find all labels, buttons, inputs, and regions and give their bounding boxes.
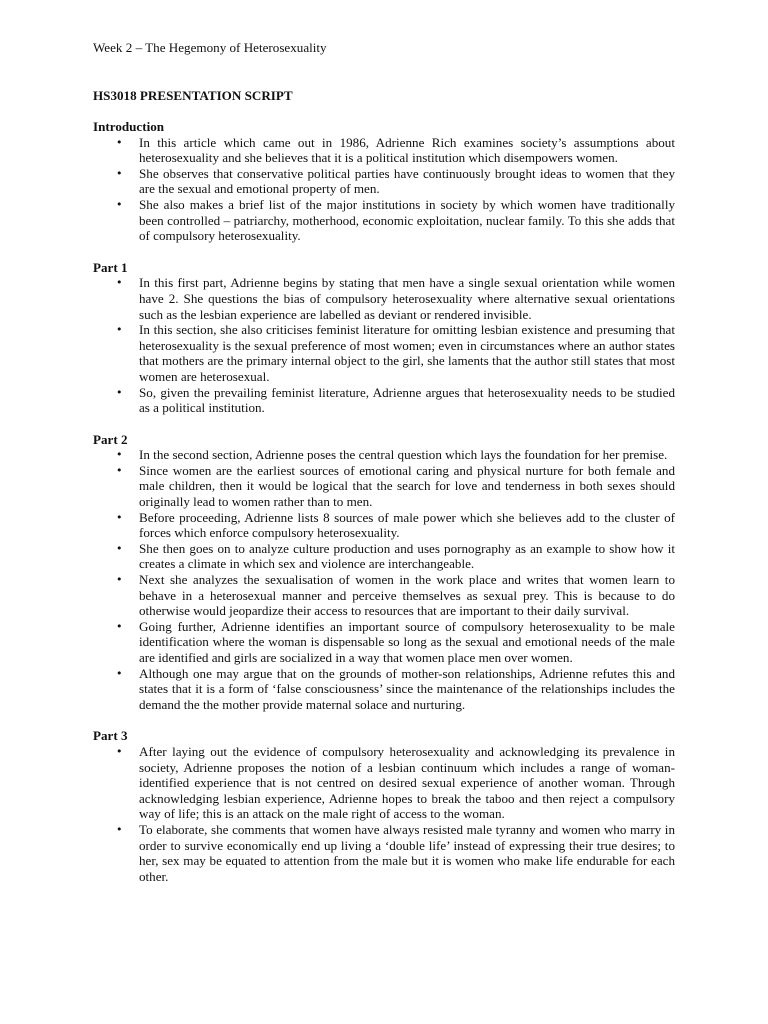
list-item — [93, 197, 675, 244]
list-item — [93, 322, 675, 384]
list-item — [93, 744, 675, 822]
bullet-icon: • — [116, 510, 123, 524]
bullet-icon: • — [116, 197, 123, 211]
bullet-text: In this section, she also criticises feminist literature for omitting lesbian existence and presuming that heterosexuality is the sexual preference of most women; even in circumstances where an author states that mothers are the primary internal object to the girl, she laments that the author still states that most women are heterosexual. — [139, 322, 675, 384]
running-header: Week 2 – The Hegemony of Heterosexuality — [93, 40, 327, 55]
list-item — [93, 822, 675, 884]
list-item — [93, 510, 675, 541]
bullet-list — [93, 275, 675, 415]
list-item — [93, 619, 675, 666]
bullet-list — [93, 135, 675, 244]
bullet-list — [93, 447, 675, 712]
bullet-text: In this article which came out in 1986, Adrienne Rich examines society’s assumptions about heterosexuality and she believes that it is a political institution which disempowers women. — [139, 134, 675, 166]
section-part-1 — [93, 260, 675, 416]
bullet-icon: • — [116, 573, 123, 587]
list-item — [93, 666, 675, 713]
bullet-icon: • — [116, 822, 123, 836]
bullet-text: In this first part, Adrienne begins by stating that men have a single sexual orientation while women have 2. She questions the bias of compulsory heterosexuality where alternative sexual orientations such as the lesbian experience are labelled as deviant or rendered invisible. — [139, 275, 675, 322]
bullet-text: So, given the prevailing feminist literature, Adrienne argues that heterosexuality needs to be studied as a political institution. — [139, 384, 675, 416]
bullet-text: She then goes on to analyze culture production and uses pornography as an example to show how it creates a climate in which sex and violence are interchangeable. — [139, 540, 675, 572]
bullet-icon: • — [116, 666, 123, 680]
bullet-list — [93, 744, 675, 884]
bullet-text: Before proceeding, Adrienne lists 8 sources of male power which she believes add to the cluster of forces which enforce compulsory heterosexuality. — [139, 509, 675, 541]
list-item — [93, 541, 675, 572]
bullet-text: Going further, Adrienne identifies an important source of compulsory heterosexuality to be male identification where the woman is dispensable so long as the sexual and emotional needs of the male are identified and girls are socialized in a way that women place men over women. — [139, 618, 675, 665]
list-item — [93, 572, 675, 619]
section-part-2 — [93, 432, 675, 713]
bullet-icon: • — [116, 385, 123, 399]
list-item — [93, 463, 675, 510]
bullet-text: Next she analyzes the sexualisation of women in the work place and writes that women learn to behave in a heterosexual manner and perceive themselves as sexual prey. This is because to do otherwise would jeopardize their access to resources that are important to their daily survival. — [139, 572, 675, 619]
bullet-icon: • — [116, 323, 123, 337]
bullet-icon: • — [116, 448, 123, 462]
bullet-text: After laying out the evidence of compulsory heterosexuality and acknowledging its prevalence in society, Adrienne proposes the notion of a lesbian continuum which includes a range of woman-identified experience that is not centred on desired sexual experience of another woman. Through acknowledging lesbian experience, Adrienne hopes to break the taboo and then reject a compulsory way of life; this is an attack on the male right of access to the woman. — [139, 743, 675, 822]
bullet-icon: • — [116, 744, 123, 758]
section-introduction — [93, 119, 675, 244]
bullet-icon: • — [116, 166, 123, 180]
bullet-text: She also makes a brief list of the major institutions in society by which women have traditionally been controlled – patriarchy, motherhood, economic exploitation, nuclear family. To this she adds that of compulsory heterosexuality. — [139, 196, 675, 244]
section-heading: Part 2 — [93, 431, 128, 447]
list-item — [93, 385, 675, 416]
bullet-icon: • — [116, 135, 123, 149]
bullet-text: Since women are the earliest sources of emotional caring and physical nurture for both female and male children, then it would be logical that the search for love and tenderness in both sexes should originally lead to women rather than to men. — [139, 462, 675, 510]
bullet-text: To elaborate, she comments that women have always resisted male tyranny and women who marry in order to survive economically end up living a ‘double life’ instead of expressing their true desires; to her, sex may be equated to attention from the male but it is women who make life endurable for each other. — [139, 821, 675, 884]
document-body — [93, 40, 675, 884]
list-item — [93, 447, 675, 463]
section-heading: Introduction — [93, 119, 165, 134]
section-heading: Part 3 — [93, 728, 128, 744]
section-part-3 — [93, 728, 675, 884]
bullet-icon: • — [116, 619, 123, 633]
document-title: HS3018 PRESENTATION SCRIPT — [93, 88, 293, 103]
list-item — [93, 135, 675, 166]
list-item — [93, 275, 675, 322]
bullet-text: Although one may argue that on the grounds of mother-son relationships, Adrienne refutes this and states that it is a form of ‘false consciousness’ since the maintenance of the relationships includes the demand the the mother provide maternal solace and nurturing. — [139, 665, 675, 712]
bullet-icon: • — [116, 276, 123, 290]
bullet-icon: • — [116, 541, 123, 555]
bullet-text: She observes that conservative political parties have continuously brought ideas to women that they are the sexual and emotional property of men. — [139, 165, 675, 197]
list-item — [93, 166, 675, 197]
bullet-icon: • — [116, 463, 123, 477]
section-heading: Part 1 — [93, 259, 128, 275]
bullet-text: In the second section, Adrienne poses the central question which lays the foundation for her premise. — [139, 447, 668, 463]
